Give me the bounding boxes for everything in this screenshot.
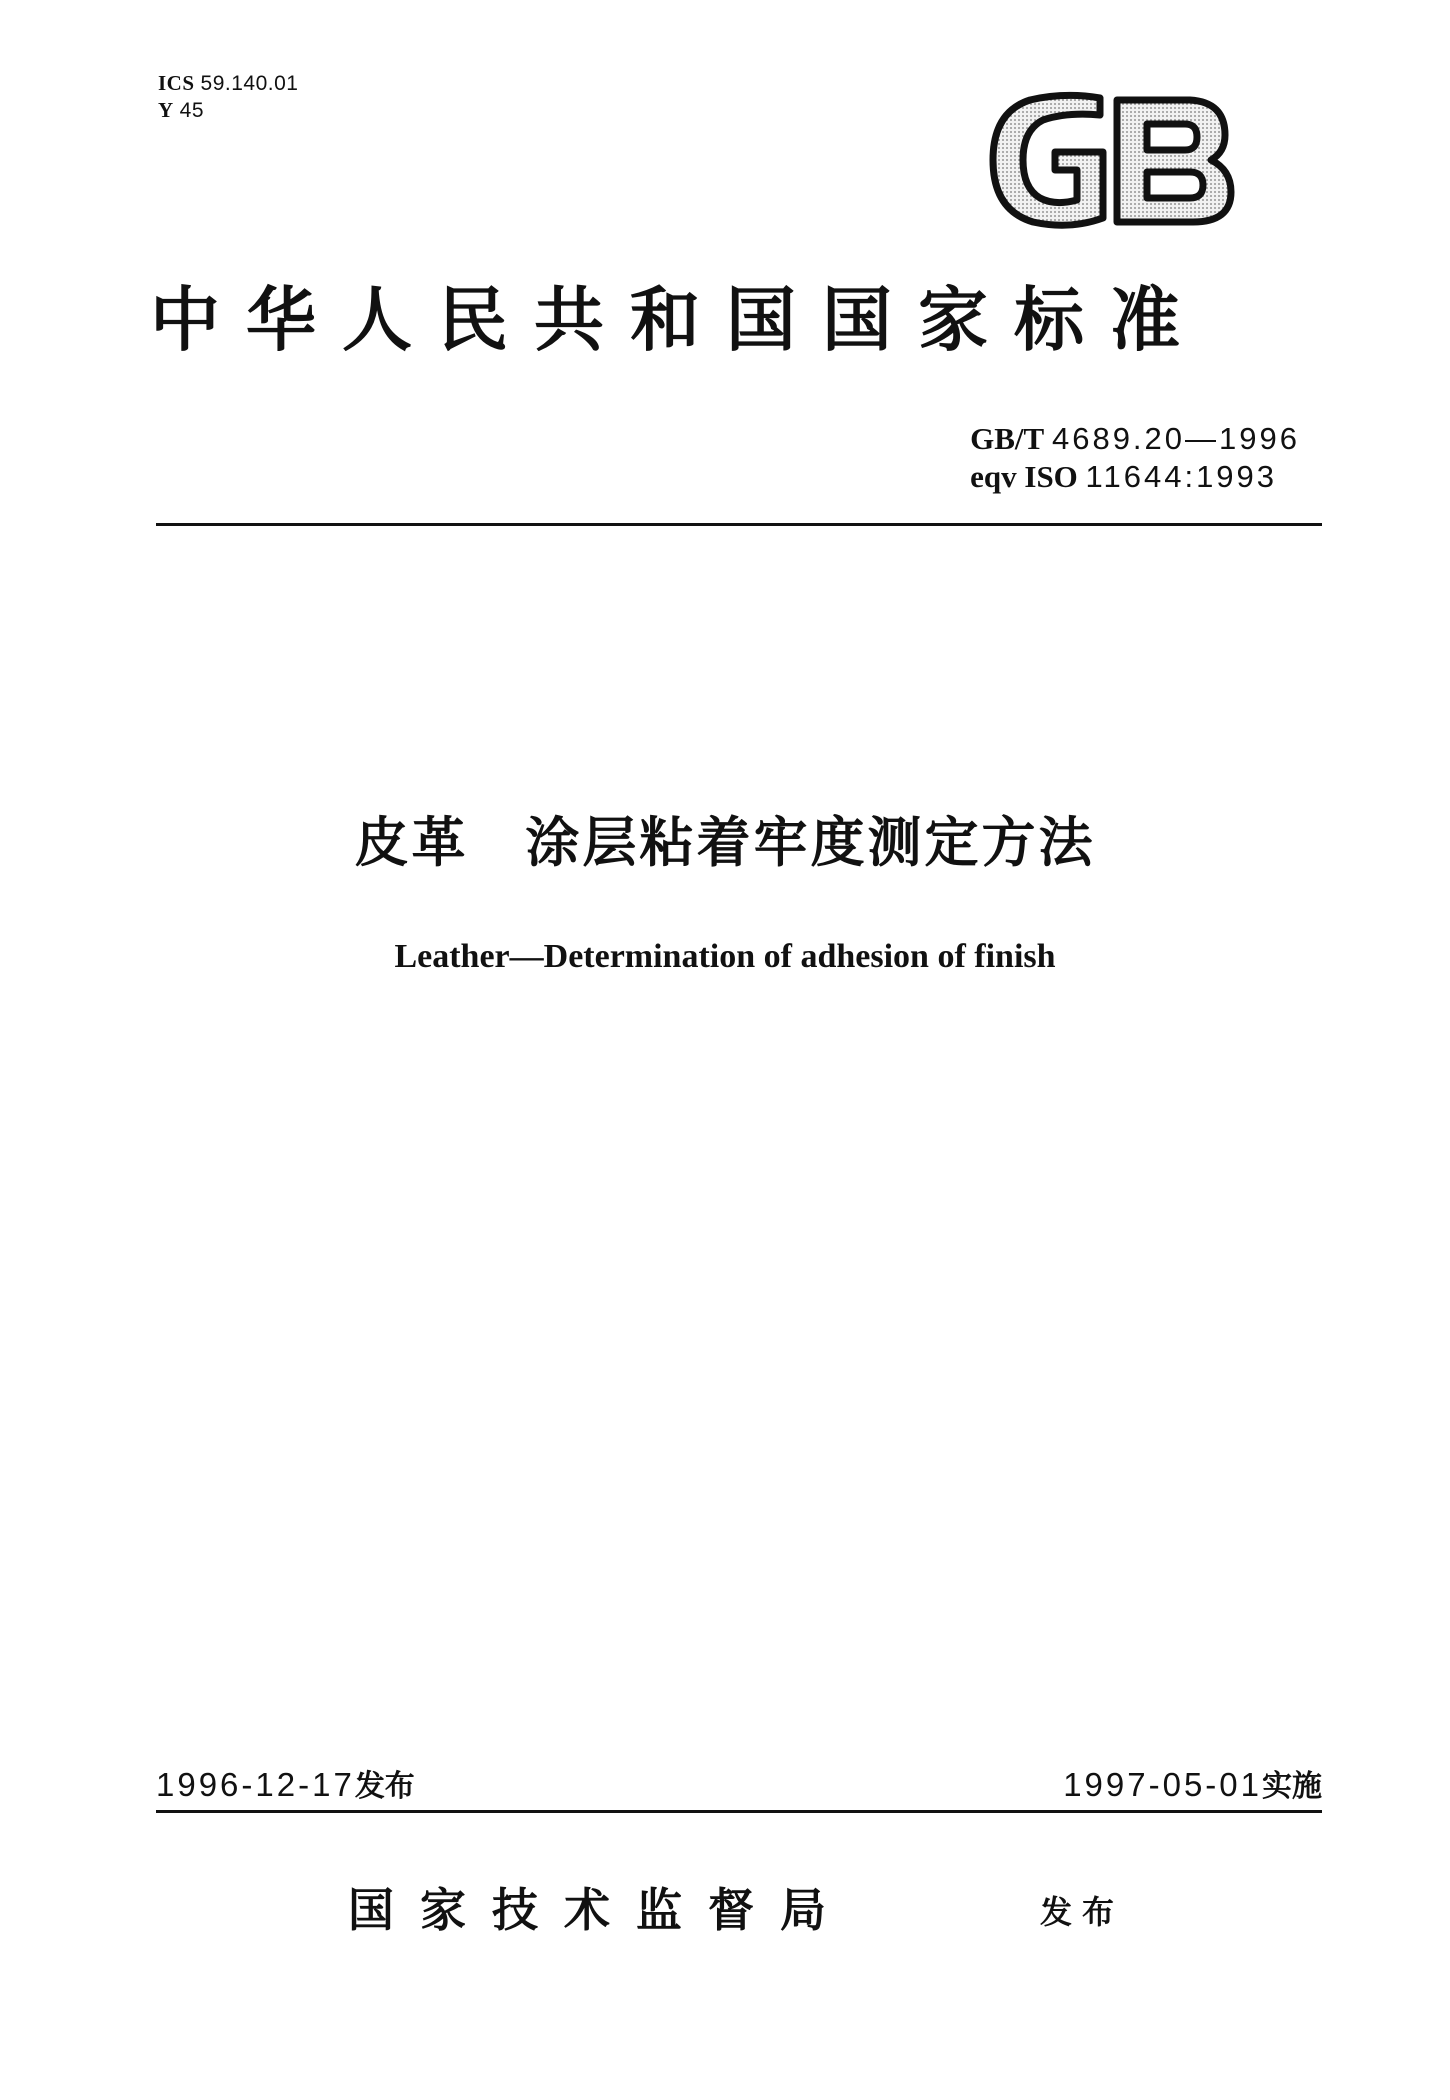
effective-date-block xyxy=(1063,1765,1322,1807)
y-code-line xyxy=(158,97,298,124)
logo-b-shape xyxy=(1117,100,1231,222)
standard-number-block xyxy=(970,420,1300,496)
effective-label: 实施 xyxy=(1262,1769,1322,1804)
classification-codes xyxy=(158,70,298,124)
standard-number-prefix: GB/T xyxy=(970,421,1045,456)
header-divider xyxy=(156,523,1322,526)
footer-divider xyxy=(156,1810,1322,1813)
effective-date: 1997-05-01 xyxy=(1063,1766,1262,1803)
equivalence-line xyxy=(970,458,1300,496)
equivalence-value: 11644:1993 xyxy=(1085,459,1278,494)
standard-number-line xyxy=(970,420,1300,458)
document-title-en: Leather—Determination of adhesion of finish xyxy=(394,938,1056,975)
standard-number-value: 4689.20—1996 xyxy=(1051,421,1300,456)
logo-g-shape xyxy=(993,95,1103,225)
ics-code-line xyxy=(158,70,298,97)
ics-value: 59.140.01 xyxy=(200,72,299,95)
y-label: Y xyxy=(158,98,174,122)
y-value: 45 xyxy=(179,99,205,122)
ics-label: ICS xyxy=(158,71,195,95)
issue-date: 1996-12-17 xyxy=(156,1766,355,1803)
gb-logo xyxy=(985,90,1240,230)
issue-date-block xyxy=(156,1765,415,1807)
national-standard-title: 中华人民共和国国家标准 xyxy=(150,278,1206,361)
publish-word: 发布 xyxy=(1040,1893,1125,1931)
document-title-cn: 皮革 涂层粘着牢度测定方法 xyxy=(354,811,1096,874)
equivalence-prefix: eqv ISO xyxy=(970,459,1078,494)
issue-label: 发布 xyxy=(354,1769,415,1804)
publisher-name: 国家技术监督局 xyxy=(348,1883,852,1937)
